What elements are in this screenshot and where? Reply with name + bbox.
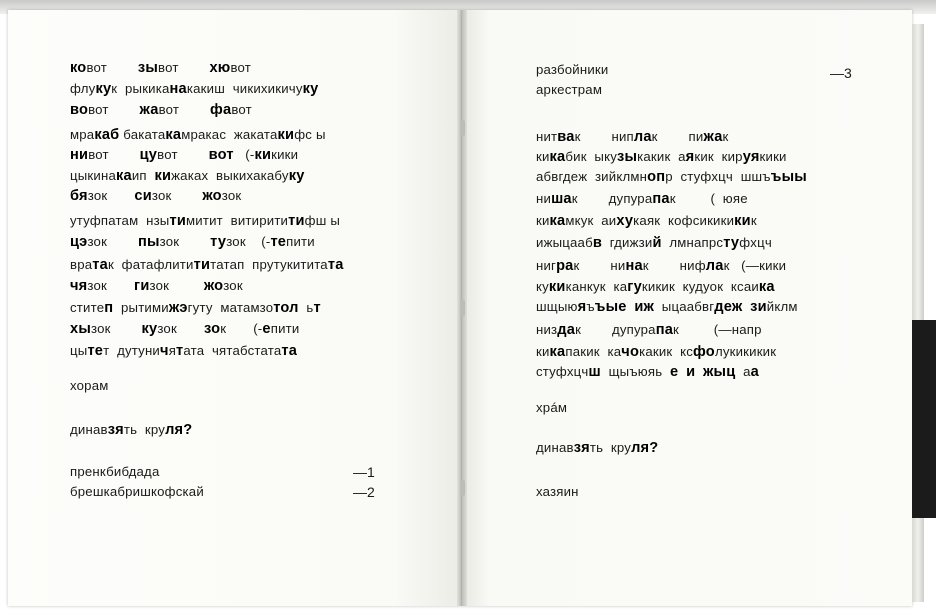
poem-line: стуфхцчш щыъюяь е и жыц аа [536, 364, 759, 380]
poem-line: кикамкук аихукаяк кофсикикикик [536, 213, 757, 229]
poem-line: вовот жавот фавот [70, 102, 252, 118]
cast-item-number: —1 [353, 464, 375, 480]
cast-item-number: —3 [830, 65, 852, 81]
poem-line: ковот зывот хювот [70, 60, 251, 76]
cast-item-number: —2 [353, 484, 375, 500]
poem-line: кукиканкук кагукикик кудуок ксаика [536, 279, 775, 295]
poem-line: цэзок пызок тузок (-тепити [70, 234, 315, 250]
poem-line: вратак фатафлитититатап прутукититата [70, 257, 344, 273]
poem-line: цыкинакаип кижаках выкихакабуку [70, 168, 305, 184]
section-heading: хорам [70, 378, 109, 393]
poem-line: цытет дутуничятата чятабстатата [70, 343, 298, 359]
section-heading: аркестрам [536, 82, 603, 97]
question-line: динавзять круля? [70, 422, 193, 438]
cast-item-name: пренкбибдада [70, 464, 160, 479]
poem-line: абвгдеж зийклмнопр стуфхцч шшъъыы [536, 169, 807, 185]
poem-line: нитвак ниплак пижак [536, 129, 729, 145]
poem-line: шщыюяъъые иж ыцаабвгдеж зийклм [536, 299, 798, 315]
poem-line: хызок кузок зок (-епити [70, 321, 300, 337]
poem-line: нишак дупурапак ( юяе [536, 191, 748, 207]
cast-item-name: брешкабришкофскай [70, 484, 204, 499]
poem-line: низдак дупурапак (—напр [536, 322, 762, 338]
footer-word: хазяин [536, 484, 579, 499]
cast-item-name: разбойники [536, 62, 609, 77]
question-line: динавзять круля? [536, 440, 659, 456]
poem-line: флукук рыкиканакакиш чикихикичуку [70, 81, 319, 97]
poem-line: ниграк нинак нифлак (—кики [536, 258, 787, 274]
section-heading: хрáм [536, 400, 568, 415]
poem-line: чязок гизок жозок [70, 278, 243, 294]
poem-line: кикапакик качокакик ксфолукикикик [536, 344, 777, 360]
poem-line: ститеп рытимижэгуту матамзотол ьт [70, 300, 321, 316]
black-tab [912, 320, 936, 518]
poem-line: бязок сизок жозок [70, 188, 242, 204]
poem-line: мракаб бакатакамракас жакатакифс ы [70, 127, 326, 143]
poem-line: утуфпатам нзытимитит витирититифш ы [70, 213, 341, 229]
poem-line: кикабик ыкузыкакик аякик кируякики [536, 149, 787, 165]
poem-line: ижыцаабв гдижзий лмнапрстуфхцч [536, 235, 772, 251]
staple-mark [460, 120, 465, 136]
poem-line: нивот цувот вот (-кикики [70, 147, 299, 163]
staple-mark [460, 300, 465, 316]
staple-mark [460, 480, 465, 496]
